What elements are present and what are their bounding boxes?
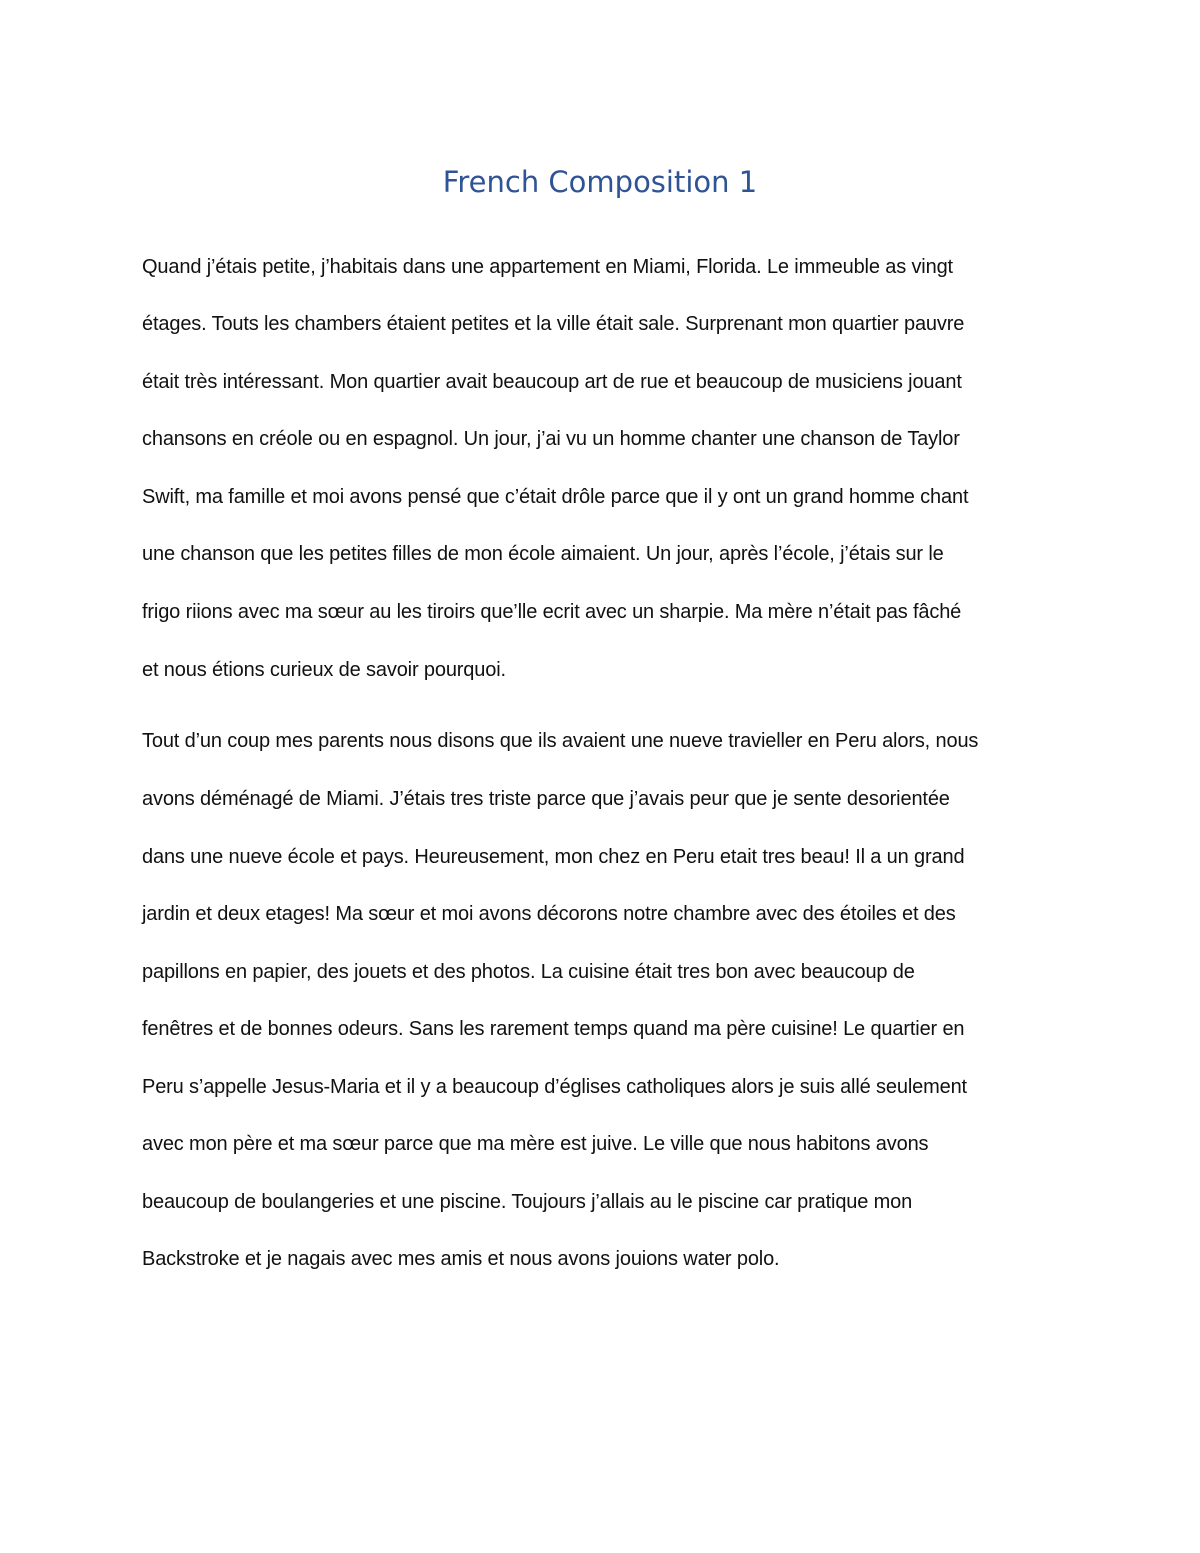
paragraph-1-line-6: une chanson que les petites filles de mon école aimaient. Un jour, après l’école, j’étais sur le xyxy=(142,543,944,565)
paragraph-1-line-5: Swift, ma famille et moi avons pensé que c’était drôle parce que il y ont un grand homme chant xyxy=(142,486,969,508)
paragraph-2-line-10: Backstroke et je nagais avec mes amis et nous avons jouions water polo. xyxy=(142,1248,780,1270)
paragraph-1-line-8: et nous étions curieux de savoir pourquoi. xyxy=(142,659,506,681)
paragraph-2-line-8: avec mon père et ma sœur parce que ma mère est juive. Le ville que nous habitons avons xyxy=(142,1133,929,1155)
paragraph-2-line-9: beaucoup de boulangeries et une piscine. Toujours j’allais au le piscine car pratique mon xyxy=(142,1191,913,1213)
paragraph-2-line-2: avons déménagé de Miami. J’étais tres triste parce que j’avais peur que je sente desorientée xyxy=(142,788,950,810)
paragraph-1-line-2: étages. Touts les chambers étaient petites et la ville était sale. Surprenant mon quartier pauvre xyxy=(142,313,965,335)
paragraph-2-line-5: papillons en papier, des jouets et des photos. La cuisine était tres bon avec beaucoup de xyxy=(142,961,915,983)
paragraph-1-line-3: était très intéressant. Mon quartier avait beaucoup art de rue et beaucoup de musiciens jouant xyxy=(142,371,962,393)
paragraph-2-line-4: jardin et deux etages! Ma sœur et moi avons décorons notre chambre avec des étoiles et des xyxy=(142,903,956,925)
paragraph-2-line-1: Tout d’un coup mes parents nous disons que ils avaient une nueve travieller en Peru alors, nous xyxy=(142,730,979,752)
paragraph-2-line-7: Peru s’appelle Jesus-Maria et il y a beaucoup d’églises catholiques alors je suis allé seulement xyxy=(142,1076,967,1098)
paragraph-2-line-6: fenêtres et de bonnes odeurs. Sans les rarement temps quand ma père cuisine! Le quartier en xyxy=(142,1018,965,1040)
paragraph-1-line-4: chansons en créole ou en espagnol. Un jour, j’ai vu un homme chanter une chanson de Taylor xyxy=(142,428,960,450)
document-title: French Composition 1 xyxy=(442,165,758,199)
paragraph-2-line-3: dans une nueve école et pays. Heureusement, mon chez en Peru etait tres beau! Il a un grand xyxy=(142,846,965,868)
paragraph-1-line-7: frigo riions avec ma sœur au les tiroirs que’lle ecrit avec un sharpie. Ma mère n’était pas fâché xyxy=(142,601,962,623)
paragraph-1-line-1: Quand j’étais petite, j’habitais dans une appartement en Miami, Florida. Le immeuble as vingt xyxy=(142,256,953,278)
